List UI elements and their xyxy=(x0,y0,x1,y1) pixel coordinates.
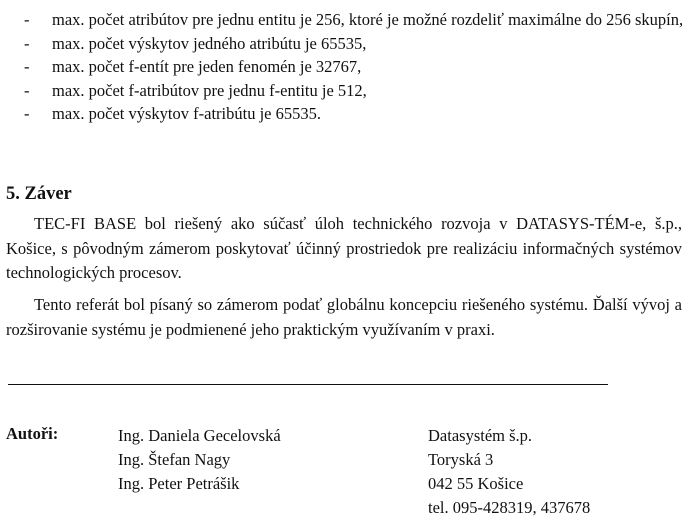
list-item xyxy=(22,79,686,103)
address-street: Toryská 3 xyxy=(428,450,494,469)
list-item-text: max. počet f-entít pre jeden fenomén je 32767, xyxy=(52,57,362,76)
bullet-dash: - xyxy=(24,80,30,100)
organization-name: Datasystém š.p. xyxy=(428,426,533,445)
list-item-text: max. počet atribútov pre jednu entitu je 256, ktoré je možné rozdeliť maximálne do 256 skupín, xyxy=(52,10,684,29)
bullet-dash: - xyxy=(24,104,30,123)
author-names xyxy=(118,424,281,496)
list-item xyxy=(22,32,686,56)
bullet-dash: - xyxy=(24,10,30,29)
author-name: Ing. Štefan Nagy xyxy=(118,450,231,469)
list-item-text: max. počet výskytov jedného atribútu je 65535, xyxy=(52,33,367,53)
paragraph-text: Tento referát bol písaný so zámerom podať globálnu koncepciu riešeného systému. Ďalší vývoj a rozširovanie systému je podmienené jeho praktickým využívaním v praxi. xyxy=(6,295,682,339)
author-name: Ing. Daniela Gecelovská xyxy=(118,426,281,445)
list-item xyxy=(22,55,686,79)
authors-label: Autoři: xyxy=(6,424,59,443)
author-name: Ing. Peter Petrášik xyxy=(118,474,240,493)
address-city: 042 55 Košice xyxy=(428,474,524,493)
horizontal-rule xyxy=(8,384,608,385)
paragraph-purpose xyxy=(6,293,682,342)
bullet-list xyxy=(22,8,686,126)
list-item-text: max. počet výskytov f-atribútu je 65535. xyxy=(52,104,321,123)
section-heading: 5. Záver xyxy=(6,184,72,204)
list-item xyxy=(22,8,686,32)
organization-address xyxy=(428,424,590,520)
list-item xyxy=(22,102,686,126)
paragraph-conclusion xyxy=(6,212,682,286)
bullet-dash: - xyxy=(24,33,30,53)
list-item-text: max. počet f-atribútov pre jednu f-entitu je 512, xyxy=(52,80,367,100)
phone-numbers: tel. 095-428319, 437678 xyxy=(428,498,591,517)
bullet-dash: - xyxy=(24,57,30,76)
paragraph-text: TEC-FI BASE bol riešený ako súčasť úloh technického rozvoja v DATASYS-TÉM-e, š.p., Košice, s pôvodným zámerom poskytovať účinný prostriedok pre realizáciu informačných systémov technologických procesov. xyxy=(6,214,682,282)
